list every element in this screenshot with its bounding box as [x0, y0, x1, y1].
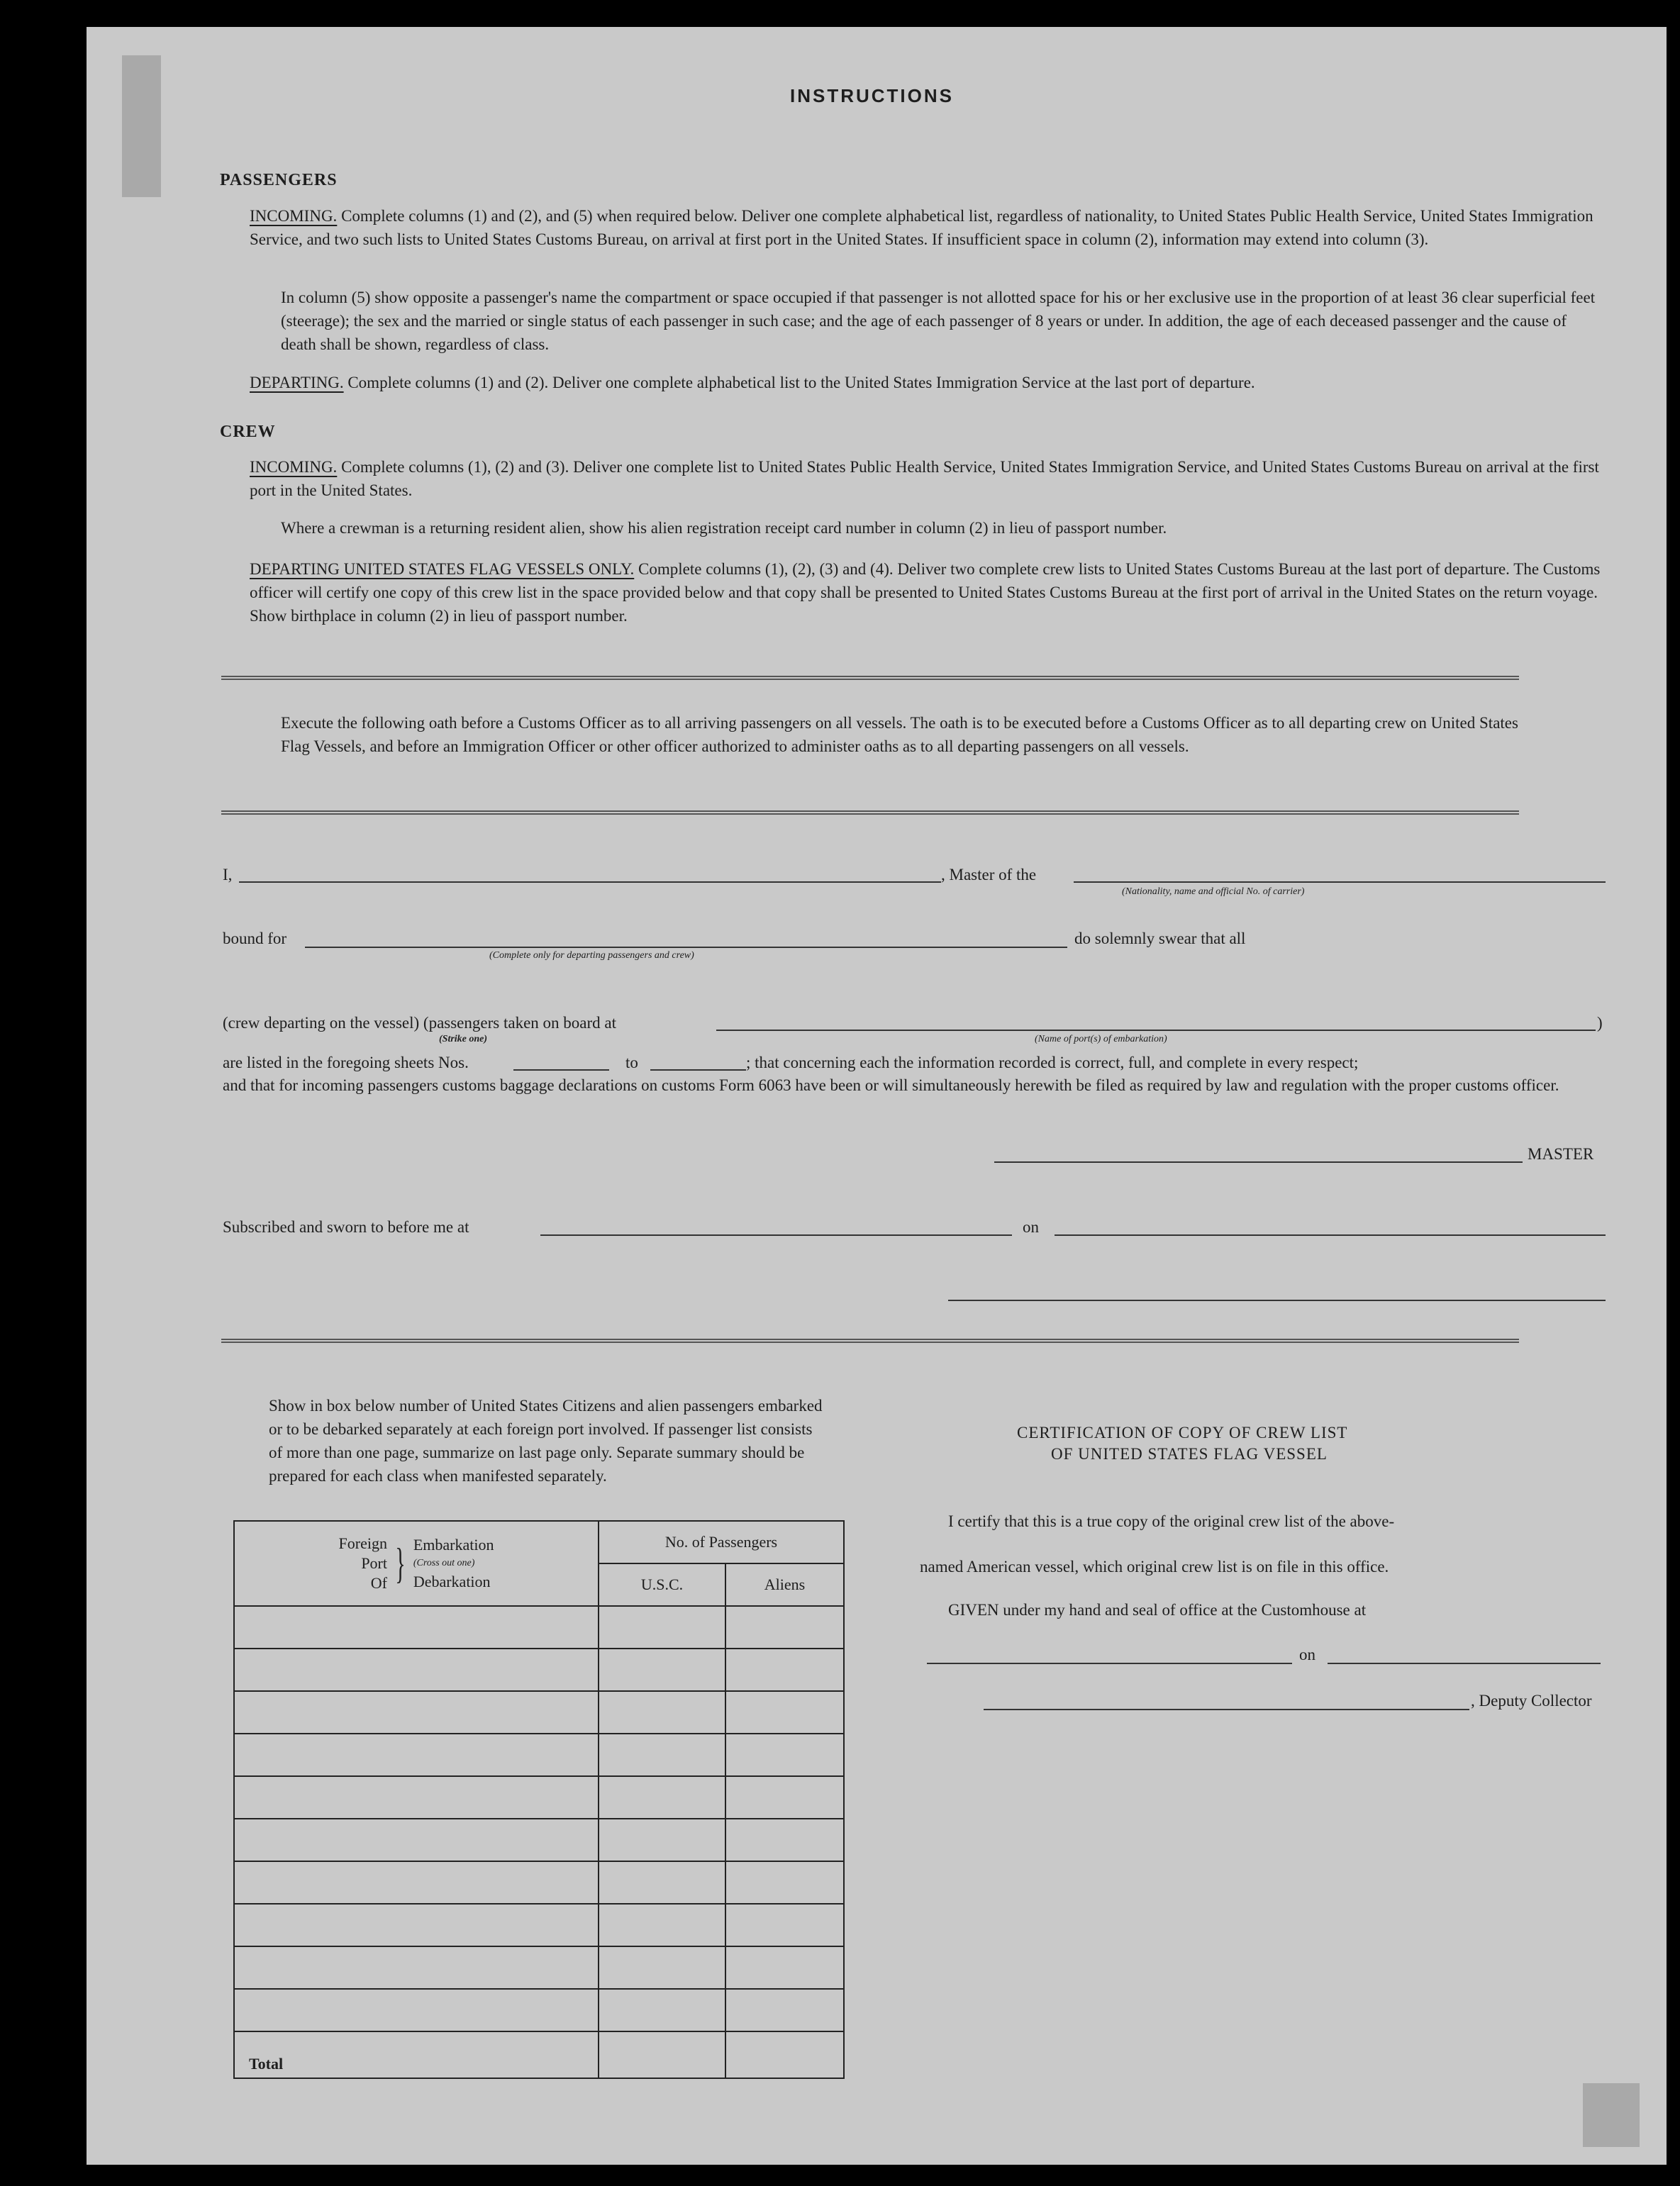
form-page	[87, 27, 1667, 2165]
port-header-cell: Foreign Port Of } Embarkation (Cross out one) Debarkation	[234, 1521, 599, 1606]
sheet-from-field[interactable]	[513, 1069, 609, 1071]
swear-label: do solemnly swear that all	[1074, 930, 1246, 947]
col-of: Of	[370, 1574, 387, 1592]
certification-title-1: CERTIFICATION OF COPY OF CREW LIST	[1017, 1424, 1348, 1441]
col-usc: U.S.C.	[599, 1563, 725, 1606]
close-paren: )	[1597, 1014, 1603, 1032]
aliens-cell[interactable]	[725, 1691, 844, 1734]
usc-cell[interactable]	[599, 1904, 725, 1946]
sheet-to-field[interactable]	[650, 1069, 746, 1071]
col-passengers: No. of Passengers	[599, 1521, 844, 1563]
divider-2	[221, 810, 1519, 815]
table-row[interactable]	[234, 1691, 844, 1734]
deputy-signature-field[interactable]	[984, 1709, 1469, 1710]
col-foreign: Foreign	[338, 1534, 387, 1552]
table-row[interactable]	[234, 1734, 844, 1776]
divider-3	[221, 1339, 1519, 1343]
passengers-departing-paragraph	[250, 371, 1604, 394]
port-cell[interactable]	[234, 1649, 599, 1691]
master-name-field[interactable]	[239, 881, 941, 883]
customhouse-place-field[interactable]	[927, 1663, 1292, 1664]
certification-date-field[interactable]	[1328, 1663, 1601, 1664]
port-cell[interactable]	[234, 1734, 599, 1776]
listed-to-label: to	[625, 1054, 638, 1071]
table-row[interactable]	[234, 1776, 844, 1819]
oath-intro-paragraph: Execute the following oath before a Customs Officer as to all arriving passengers on all vessels. The oath is to be executed before a Customs Officer as to all departing crew on United States Flag Vessels, and before an Immigration Officer or other officer authorized to administer oaths as to all departing passengers on all vessels.	[281, 714, 1518, 755]
summary-instruction: Show in box below number of United States Citizens and alien passengers embarked or to be debarked separately at each foreign port involved. If passenger list consists of more than one page, summarize on last page only. Separate summary should be prepared for each class when manifested separately.	[269, 1397, 823, 1485]
usc-cell[interactable]	[599, 1946, 725, 1989]
usc-cell[interactable]	[599, 1776, 725, 1819]
nationality-note: (Nationality, name and official No. of carrier)	[1122, 886, 1305, 897]
certification-title-2: OF UNITED STATES FLAG VESSEL	[1051, 1445, 1328, 1463]
col-cross: (Cross out one)	[413, 1558, 475, 1568]
usc-cell[interactable]	[599, 1989, 725, 2031]
usc-cell[interactable]	[599, 1649, 725, 1691]
crew-incoming-paragraph	[250, 455, 1604, 502]
port-cell[interactable]	[234, 1691, 599, 1734]
crew-departing-label-oath: (crew departing on the vessel) (passengers taken on board at	[223, 1014, 616, 1032]
aliens-cell[interactable]	[725, 1989, 844, 2031]
crew-alien-paragraph: Where a crewman is a returning resident alien, show his alien registration receipt card number in column (2) in lieu of passport number.	[281, 519, 1167, 537]
summary-header-row	[234, 1521, 844, 1563]
aliens-cell[interactable]	[725, 1734, 844, 1776]
bound-for-field[interactable]	[305, 947, 1067, 948]
left-edge-stain	[122, 55, 161, 197]
aliens-cell[interactable]	[725, 1649, 844, 1691]
listed-continuation: ; that concerning each the information recorded is correct, full, and complete in every respect;	[746, 1054, 1359, 1071]
passengers-incoming-label: INCOMING.	[250, 207, 338, 225]
aliens-cell[interactable]	[725, 1776, 844, 1819]
passengers-heading: PASSENGERS	[220, 171, 338, 189]
col-aliens: Aliens	[725, 1563, 844, 1606]
officer-signature-field[interactable]	[948, 1300, 1606, 1301]
passengers-column5-paragraph: In column (5) show opposite a passenger's name the compartment or space occupied if that passenger is not allotted space for his or her exclusive use in the proportion of at least 36 clear superficial feet (steerage); the sex and the married or single status of each passenger in such case; and the age of each passenger of 8 years or under. In addition, the age of each deceased passenger and the cause of death shall be shown, regardless of class.	[281, 289, 1596, 353]
aliens-cell[interactable]	[725, 1946, 844, 1989]
aliens-cell[interactable]	[725, 1819, 844, 1861]
usc-cell[interactable]	[599, 1861, 725, 1904]
col-embarkation: Embarkation	[413, 1536, 494, 1554]
passengers-departing-label: DEPARTING.	[250, 374, 344, 391]
port-cell[interactable]	[234, 1904, 599, 1946]
carrier-field[interactable]	[1074, 881, 1606, 883]
table-row[interactable]	[234, 1819, 844, 1861]
crew-departing-text: Complete columns (1), (2), (3) and (4). Deliver two complete crew lists to United States Customs Bureau at the last port of departure. The Customs officer will certify one copy of this crew list in the space provided below and that copy shall be presented to United States Customs Bureau at the first port of arrival in the United States on the return voyage. Show birthplace in column (2) in lieu of passport number.	[250, 560, 1601, 625]
sworn-on-label: on	[1023, 1218, 1039, 1236]
usc-cell[interactable]	[599, 1691, 725, 1734]
listed-label: are listed in the foregoing sheets Nos.	[223, 1054, 469, 1071]
port-cell[interactable]	[234, 1819, 599, 1861]
table-row[interactable]	[234, 1946, 844, 1989]
crew-incoming-text: Complete columns (1), (2) and (3). Deliver one complete list to United States Public Health Service, United States Immigration Service, and United States Customs Bureau on arrival at the first port in the United States.	[250, 458, 1599, 499]
port-cell[interactable]	[234, 1776, 599, 1819]
col-port: Port	[361, 1554, 387, 1572]
total-aliens-cell[interactable]	[725, 2031, 844, 2078]
port-cell[interactable]	[234, 1861, 599, 1904]
master-of-label: , Master of the	[941, 866, 1037, 883]
master-signature-field[interactable]	[994, 1161, 1523, 1163]
sworn-date-field[interactable]	[1055, 1234, 1606, 1236]
sworn-place-field[interactable]	[540, 1234, 1012, 1236]
crew-incoming-label: INCOMING.	[250, 458, 338, 476]
passengers-incoming-paragraph	[250, 204, 1604, 251]
complete-note: (Complete only for departing passengers and crew)	[489, 950, 694, 961]
total-row[interactable]	[234, 2031, 844, 2078]
usc-cell[interactable]	[599, 1734, 725, 1776]
divider-1	[221, 676, 1519, 680]
table-row[interactable]	[234, 1904, 844, 1946]
port-note: (Name of port(s) of embarkation)	[1035, 1034, 1167, 1044]
listed-paragraph-end: and that for incoming passengers customs baggage declarations on customs Form 6063 have been or will simultaneously herewith be filed as required by law and regulation with the proper customs officer.	[223, 1076, 1559, 1094]
passengers-incoming-text: Complete columns (1) and (2), and (5) when required below. Deliver one complete alphabetical list, regardless of nationality, to United States Public Health Service, United States Immigration Service, and two such lists to United States Customs Bureau, on arrival at first port in the United States. If insufficient space in column (2), information may extend into column (3).	[250, 207, 1593, 248]
crew-departing-paragraph	[250, 557, 1604, 628]
master-label: MASTER	[1528, 1145, 1594, 1163]
page-title: INSTRUCTIONS	[790, 85, 954, 106]
total-usc-cell[interactable]	[599, 2031, 725, 2078]
oath-i-label: I,	[223, 866, 233, 883]
table-row[interactable]	[234, 1861, 844, 1904]
aliens-cell[interactable]	[725, 1861, 844, 1904]
total-label: Total	[234, 2031, 599, 2078]
certification-line-2: named American vessel, which original crew list is on file in this office.	[920, 1558, 1389, 1576]
certification-on-label: on	[1299, 1646, 1315, 1663]
subscribed-label: Subscribed and sworn to before me at	[223, 1218, 469, 1236]
right-edge-stain	[1583, 2083, 1640, 2147]
certification-line-1: I certify that this is a true copy of the original crew list of the above-	[948, 1512, 1395, 1530]
port-cell[interactable]	[234, 1606, 599, 1649]
passenger-summary-table	[233, 1520, 845, 2079]
table-row[interactable]	[234, 1649, 844, 1691]
deputy-collector-label: , Deputy Collector	[1471, 1692, 1592, 1710]
table-row[interactable]	[234, 1606, 844, 1649]
crew-departing-label: DEPARTING UNITED STATES FLAG VESSELS ONLY.	[250, 560, 635, 578]
crew-heading: CREW	[220, 423, 276, 441]
usc-cell[interactable]	[599, 1819, 725, 1861]
table-row[interactable]	[234, 1989, 844, 2031]
strike-one-note: (Strike one)	[439, 1034, 488, 1044]
embarkation-port-field[interactable]	[716, 1030, 1596, 1031]
certification-line-3: GIVEN under my hand and seal of office at the Customhouse at	[948, 1601, 1367, 1619]
passengers-departing-text: Complete columns (1) and (2). Deliver one complete alphabetical list to the United States Immigration Service at the last port of departure.	[347, 374, 1255, 391]
usc-cell[interactable]	[599, 1606, 725, 1649]
aliens-cell[interactable]	[725, 1606, 844, 1649]
port-cell[interactable]	[234, 1989, 599, 2031]
bound-for-label: bound for	[223, 930, 287, 947]
port-cell[interactable]	[234, 1946, 599, 1989]
col-debarkation: Debarkation	[413, 1573, 491, 1590]
aliens-cell[interactable]	[725, 1904, 844, 1946]
